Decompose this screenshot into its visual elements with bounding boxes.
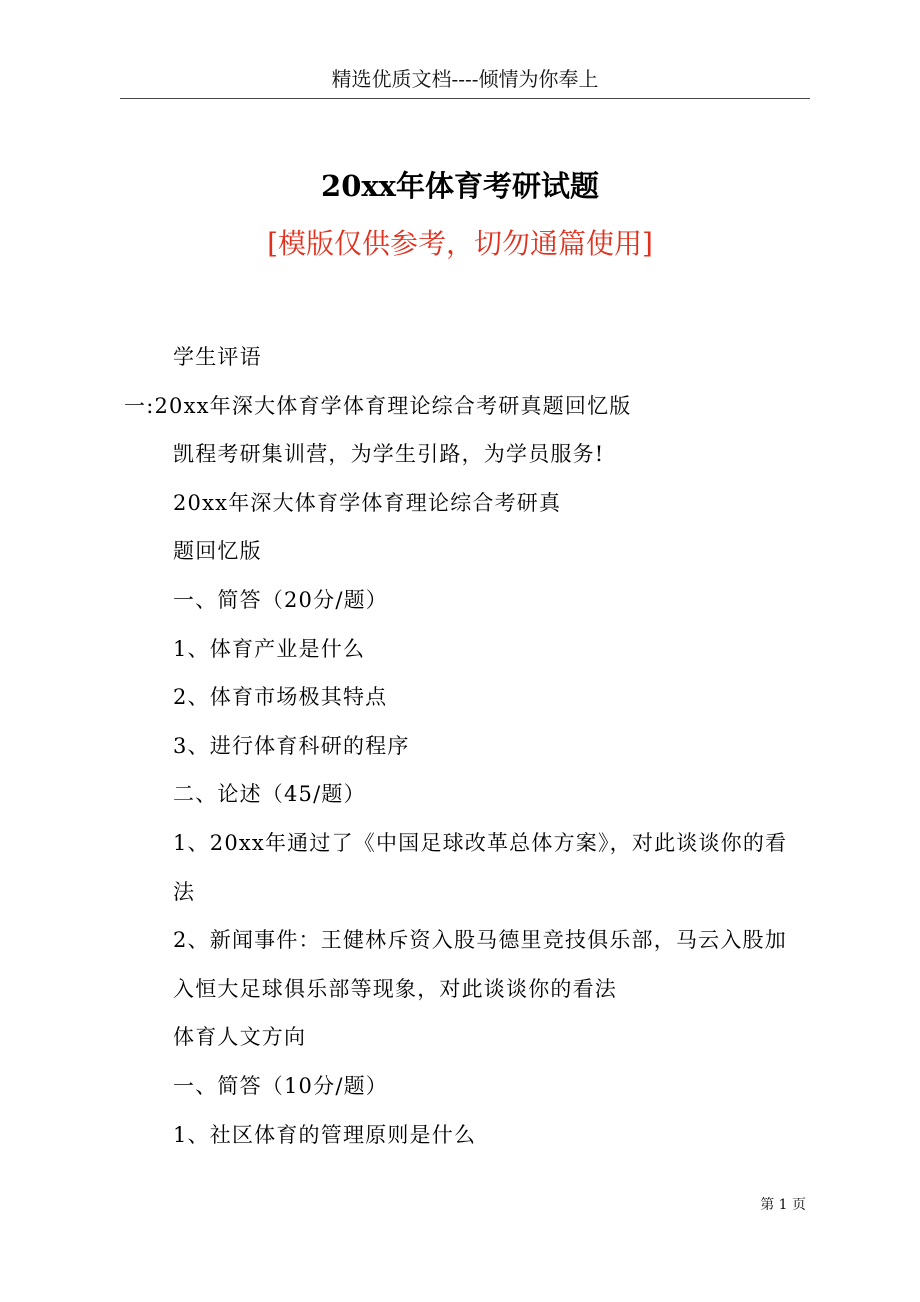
paragraph-question: 1、社区体育的管理原则是什么 [173,1122,477,1147]
paragraph-exam-title-line-2: 题回忆版 [173,539,262,564]
paragraph-intro: 凯程考研集训营，为学生引路，为学员服务! [173,442,605,467]
paragraph-section-heading: 一:20xx年深大体育学体育理论综合考研真题回忆版 [124,393,632,418]
header-divider [120,98,810,99]
document-subtitle: [模版仅供参考，切勿通篇使用] [267,227,653,260]
paragraph-exam-title-line-1: 20xx年深大体育学体育理论综合考研真 [173,490,562,515]
page-header: 精选优质文档----倾情为你奉上 [331,67,599,91]
document-body [124,333,804,1159]
paragraph-short-answer-heading: 一、简答（10分/题） [173,1073,388,1098]
paragraph-direction-heading: 体育人文方向 [173,1025,307,1050]
paragraph-question: 3、进行体育科研的程序 [173,733,410,758]
paragraph-short-answer-heading: 一、简答（20分/题） [173,587,388,612]
paragraph-essay-question: 1、20xx年通过了《中国足球改革总体方案》，对此谈谈你的看法 [173,830,788,904]
paragraph-question: 2、体育市场极其特点 [173,685,388,710]
page-number: 第 1 页 [760,1197,806,1213]
paragraph-question: 1、体育产业是什么 [173,636,366,661]
paragraph-essay-heading: 二、论述（45/题） [173,782,366,807]
paragraph-student-comment: 学生评语 [173,345,262,369]
document-title: 20xx年体育考研试题 [321,169,599,203]
paragraph-essay-question: 2、新闻事件：王健林斥资入股马德里竞技俱乐部，马云入股加入恒大足球俱乐部等现象，对此谈谈你的看法 [173,928,787,1001]
